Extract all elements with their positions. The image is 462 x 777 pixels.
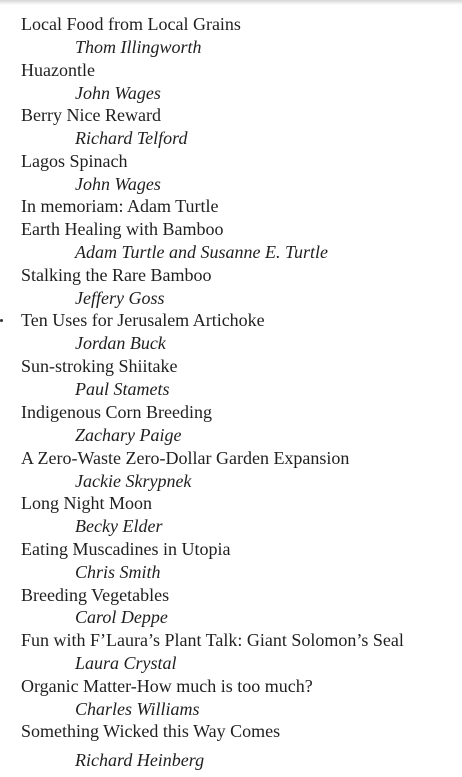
entry-author: John Wages [75, 174, 161, 194]
entry-author: Thom Illingworth [75, 37, 202, 57]
entry-title: Huazontle [21, 60, 95, 80]
entry-author: Jackie Skrypnek [75, 471, 192, 491]
entry-author: Adam Turtle and Susanne E. Turtle [75, 242, 329, 262]
entry-title: Earth Healing with Bamboo [21, 219, 224, 239]
entry-title: Sun-stroking Shiitake [21, 356, 178, 376]
entry-author: Jeffery Goss [75, 288, 165, 308]
entry-author: John Wages [75, 83, 161, 103]
entry-title: Breeding Vegetables [21, 585, 170, 605]
entry-author: Becky Elder [75, 516, 163, 536]
entry-title: In memoriam: Adam Turtle [21, 196, 219, 216]
top-edge-shadow [0, 0, 462, 5]
entry-title: Berry Nice Reward [21, 105, 161, 125]
entry-author: Richard Heinberg [75, 750, 205, 770]
entry-author: Paul Stamets [75, 379, 170, 399]
entry-title: Lagos Spinach [21, 151, 128, 171]
entry-title: A Zero-Waste Zero-Dollar Garden Expansion [21, 448, 350, 468]
entry-title: Eating Muscadines in Utopia [21, 539, 231, 559]
entry-title: Organic Matter-How much is too much? [21, 676, 313, 696]
entry-title: Local Food from Local Grains [21, 14, 241, 34]
entry-author: Carol Deppe [75, 607, 168, 627]
entry-title: Indigenous Corn Breeding [21, 402, 212, 422]
entry-title: Something Wicked this Way Comes [21, 721, 281, 741]
entry-author: Jordan Buck [75, 333, 166, 353]
entry-author: Chris Smith [75, 562, 161, 582]
entry-author: Zachary Paige [75, 425, 182, 445]
entry-title: Stalking the Rare Bamboo [21, 265, 212, 285]
entry-title: Fun with F’Laura’s Plant Talk: Giant Solomon’s Seal [21, 630, 404, 650]
entry-title: Ten Uses for Jerusalem Artichoke [21, 310, 265, 330]
entry-author: Charles Williams [75, 699, 200, 719]
entry-author: Laura Crystal [75, 653, 177, 673]
entry-title: Long Night Moon [21, 493, 153, 513]
margin-dot [0, 319, 3, 322]
entry-author: Richard Telford [75, 128, 188, 148]
